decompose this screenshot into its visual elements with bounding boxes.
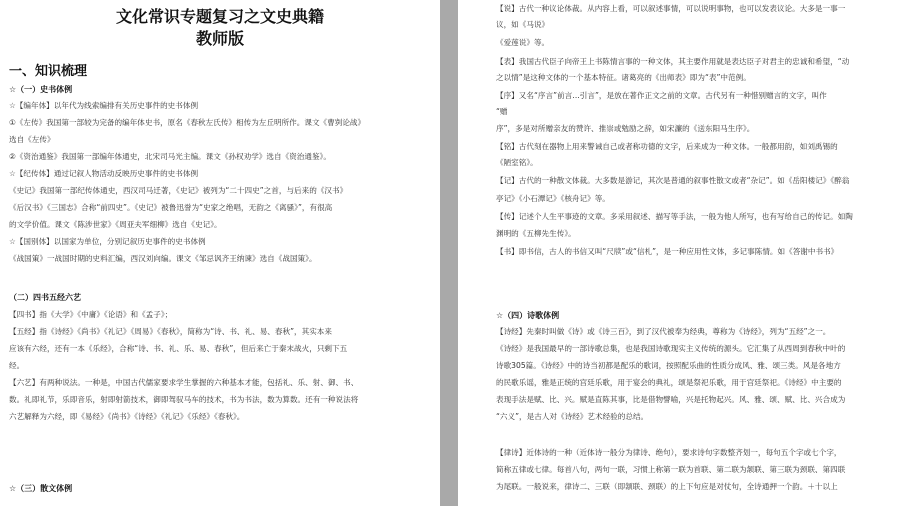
paragraph-line: 渊明的《五柳先生传》。 bbox=[496, 229, 576, 238]
paragraph-line: 《陋室铭》。 bbox=[496, 158, 538, 167]
paragraph-line: 《史记》我国第一部纪传体通史，西汉司马迁著，《史记》被列为“二十四史”之首，与后来的《汉书》 bbox=[9, 186, 348, 195]
paragraph-line: ☆【编年体】以年代为线索编排有关历史事件的史书体例 bbox=[9, 101, 199, 110]
document-subtitle: 教师版 bbox=[195, 29, 244, 48]
paragraph-line: 【铭】古代刻在器物上用来警诫自己或者称功德的文字，后来成为一种文体。一般都用韵，如刘禹锡的 bbox=[496, 142, 838, 151]
paragraph-line: 【诗经】先秦时叫做《诗》或《诗三百》，到了汉代被奉为经典，尊称为《诗经》，列为“五经”之一。 bbox=[496, 327, 831, 336]
paragraph-line: ☆【国别体】以国家为单位，分别记叙历史事件的史书体例 bbox=[9, 237, 206, 246]
subsection-poetry-genres: ☆（四）诗歌体例 bbox=[496, 311, 560, 320]
paragraph-line: 诗歌305篇。《诗经》中的诗当初都是配乐的歌词，按照配乐曲的性质分成风、雅、颂三类。风是各地方 bbox=[496, 361, 841, 370]
paragraph-line: 亭记》《小石潭记》《核舟记》等。 bbox=[496, 194, 610, 203]
paragraph-line: 【说】古代一种议论体裁。从内容上看，可以叙述事情，可以说明事物，也可以发表议论。大多是一事一 bbox=[496, 4, 846, 13]
paragraph-line: 之以情”是这种文体的一个基本特征。诸葛亮的《出师表》即为“表”中范例。 bbox=[496, 73, 751, 82]
paragraph-line: ①《左传》我国第一部较为完备的编年体史书，原名《春秋左氏传》相传为左丘明所作。课文《曹刿论战》 bbox=[9, 118, 366, 127]
paragraph-line: “赠 bbox=[496, 107, 508, 116]
subsection-history-genres: ☆（一）史书体例 bbox=[9, 85, 73, 94]
paragraph-line: 《爱莲说》等。 bbox=[496, 38, 550, 47]
paragraph-line: 【四书】指《大学》《中庸》《论语》和《孟子》； bbox=[9, 310, 173, 319]
paragraph-line: 经。 bbox=[9, 361, 25, 370]
right-page bbox=[458, 0, 900, 506]
section-heading-knowledge: 一、知识梳理 bbox=[9, 64, 88, 79]
paragraph-line: 议，如《马说》 bbox=[496, 20, 550, 29]
subsection-classics: （二）四书五经六艺 bbox=[9, 293, 81, 302]
paragraph-line: 简称五律或七律。每首八句，两句一联，习惯上称第一联为首联、第二联为颔联、第三联为颈联、第四联 bbox=[496, 465, 846, 474]
paragraph-line: 【书】即书信，古人的书信又叫“尺牍”或“信札”，是一种应用性文体，多记事陈情。如《答谢中书书》 bbox=[496, 247, 839, 256]
document-title: 文化常识专题复习之文史典籍 bbox=[115, 7, 324, 26]
paragraph-line: 为尾联。一般说来，律诗二、三联（即颔联、颈联）的上下句应是对仗句，全诗通押一个韵。＋十以上 bbox=[496, 482, 838, 491]
paragraph-line: 【律诗】近体诗的一种（近体诗一般分为律诗、绝句），要求诗句字数整齐划一，每句五个字或七个字， bbox=[496, 448, 842, 457]
paragraph-line: 《战国策》一战国时期的史料汇编，西汉刘向编。课文《邹忌讽齐王纳谏》选自《战国策》。 bbox=[9, 254, 317, 263]
paragraph-line: 《诗经》是我国最早的一部诗歌总集，也是我国诗歌现实主义传统的源头。它汇集了从西周到春秋中叶的 bbox=[496, 344, 846, 353]
paragraph-line: ☆【纪传体】通过记叙人物活动反映历史事件的史书体例 bbox=[9, 169, 199, 178]
paragraph-line: 【传】记述个人生平事迹的文章。多采用叙述、描写等手法，一般为他人所写，也有写给自己的传记。如陶 bbox=[496, 212, 853, 221]
paragraph-line: 【六艺】有两种说法。一种是，中国古代儒家要求学生掌握的六种基本才能，包括礼、乐、射、御、书、 bbox=[9, 378, 359, 387]
paragraph-line: 《后汉书》《三国志》合称“前四史”。《史记》被鲁迅誉为“史家之绝唱，无韵之《离骚》”，有很高 bbox=[9, 203, 333, 212]
subsection-prose-genres: ☆（三）散文体例 bbox=[9, 484, 73, 493]
paragraph-line: 的民歌乐谣，雅是正统的宫廷乐歌，用于宴会的典礼，颂是祭祀乐歌，用于宫廷祭祀。《诗经》中主要的 bbox=[496, 378, 842, 387]
paragraph-line: 【序】又名“序言”前言…引言”，是放在著作正文之前的文章。古代另有一种惜别赠言的文字，叫作 bbox=[496, 91, 827, 100]
paragraph-line: “六义”，是古人对《诗经》艺术经验的总结。 bbox=[496, 412, 649, 421]
paragraph-line: 应该有六经，还有一本《乐经》，合称“诗、书、礼、乐、易、春秋”，但后来亡于秦末战火，只剩下五 bbox=[9, 344, 348, 353]
paragraph-line: 数。礼即礼节，乐即音乐，射即射箭技术，御即驾驭马车的技术，书为书法，数为算数。还有一种说法将 bbox=[9, 395, 359, 404]
paragraph-line: ②《资治通鉴》我国第一部编年体通史，北宋司马光主编。课文《孙权劝学》选自《资治通鉴》。 bbox=[9, 152, 331, 161]
paragraph-line: 【表】我国古代臣子向帝王上书陈情言事的一种文体，其主要作用就是表达臣子对君主的忠诚和希望，“动 bbox=[496, 57, 850, 66]
paragraph-line: 的文学价值。课文《陈涉世家》《周亚夫军细柳》选自《史记》。 bbox=[9, 220, 222, 229]
paragraph-line: 表现手法是赋、比、兴。赋是直陈其事，比是借物譬喻，兴是托物起兴。风、雅、颂、赋、比、兴合成为 bbox=[496, 395, 846, 404]
left-page bbox=[0, 0, 440, 506]
paragraph-line: 六艺解释为六经，即《易经》《尚书》《诗经》《礼记》《乐经》《春秋》。 bbox=[9, 412, 245, 421]
paragraph-line: 序”，多是对所赠亲友的赞许、推崇或勉励之辞，如宋濂的《送东阳马生序》。 bbox=[496, 124, 755, 133]
paragraph-line: 选自《左传》 bbox=[9, 135, 55, 144]
paragraph-line: 【五经】指《诗经》《尚书》《礼记》《周易》《春秋》，简称为“诗、书、礼、易、春秋”，其实本来 bbox=[9, 327, 332, 336]
paragraph-line: 【记】古代的一种散文体裁。大多数是游记，其次是普通的叙事性散文或者“杂记”。如《岳阳楼记》《醉翁 bbox=[496, 176, 850, 185]
